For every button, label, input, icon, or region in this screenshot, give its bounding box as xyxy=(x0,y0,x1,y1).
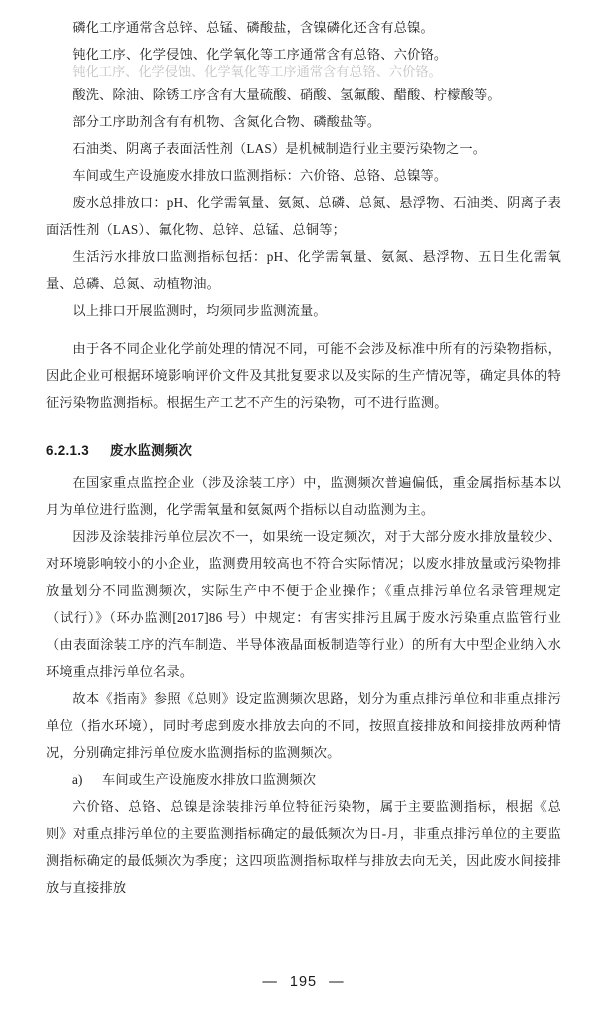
page-number: 195 xyxy=(289,974,318,990)
section-number: 6.2.1.3 xyxy=(46,443,90,458)
paragraph-flow-monitoring: 以上排口开展监测时，均须同步监测流量。 xyxy=(72,303,327,318)
paragraph-phosphating: 磷化工序通常含总锌、总锰、磷酸盐，含镍磷化还含有总镍。 xyxy=(72,20,434,35)
spacer xyxy=(46,324,561,335)
paragraph-total-outlet: 废水总排放口：pH、化学需氧量、氨氮、总磷、总氮、悬浮物、石油类、阴离子表面活性剂（LAS）、氟化物、总锌、总锰、总铜等； xyxy=(46,195,561,237)
paragraph-petroleum-las: 石油类、阴离子表面活性剂（LAS）是机械制造行业主要污染物之一。 xyxy=(72,141,487,156)
paragraph-national-key-enterprises: 在国家重点监控企业（涉及涂装工序）中，监测频次普遍偏低，重金属指标基本以月为单位进行监测，化学需氧量和氨氮两个指标以自动监测为主。 xyxy=(46,475,561,517)
footer-dash-right: — xyxy=(329,974,345,990)
footer-dash-left: — xyxy=(262,974,278,990)
list-item-text: 车间或生产设施废水排放口监测频次 xyxy=(102,772,317,787)
list-item-label: a) xyxy=(72,772,83,787)
paragraph-frequency-rationale: 因涉及涂装排污单位层次不一，如果统一设定频次，对于大部分废水排放量较少、对环境影响较小的小企业，监测费用较高也不符合实际情况；以废水排放量或污染物排放量划分不同监测频次，实际生产中不便于企业操作；《重点排污单位名录管理规定（试行）》（环办监测[2017]86 号）中规定：有害实排污且属于废水污染重点监管行业（由表面涂装工序的汽车制造、半导体液晶面板制造等行业）的所有大中型企业纳入水环境重点排污单位名录。 xyxy=(46,529,561,679)
section-title: 废水监测频次 xyxy=(110,443,193,458)
paragraph-passivation: 钝化工序、化学侵蚀、化学氧化等工序通常含有总铬、六价铬。 xyxy=(72,47,448,62)
page-footer xyxy=(0,974,607,990)
paragraph-domestic-sewage: 生活污水排放口监测指标包括：pH、化学需氧量、氨氮、悬浮物、五日生化需氧量、总磷、总氮、动植物油。 xyxy=(46,249,561,291)
paragraph-pretreatment-variation: 由于各不同企业化学前处理的情况不同，可能不会涉及标准中所有的污染物指标，因此企业可根据环境影响评价文件及其批复要求以及实际的生产情况等，确定具体的特征污染物监测指标。根据生产工艺不产生的污染物，可不进行监测。 xyxy=(46,341,561,410)
paragraph-workshop-outlet: 车间或生产设施废水排放口监测指标：六价铬、总铬、总镍等。 xyxy=(72,168,448,183)
paragraph-guideline-reference: 故本《指南》参照《总则》设定监测频次思路，划分为重点排污单位和非重点排污单位（指水环境），同时考虑到废水排放去向的不同，按照直接排放和间接排放两种情况，分别确定排污单位废水监测指标的监测频次。 xyxy=(46,691,561,760)
paragraph-chromium-nickel-frequency: 六价铬、总铬、总镍是涂装排污单位特征污染物，属于主要监测指标，根据《总则》对重点排污单位的主要监测指标确定的最低频次为日-月，非重点排污单位的主要监测指标确定的最低频次为季度；这四项监测指标取样与排放去向无关，因此废水间接排放与直接排放 xyxy=(46,799,561,895)
paragraph-pickling: 酸洗、除油、除锈工序含有大量硫酸、硝酸、氢氟酸、醋酸、柠檬酸等。 xyxy=(72,87,501,102)
section-heading xyxy=(46,440,561,459)
list-item xyxy=(72,766,561,793)
ghost-duplicate-line: 钝化工序、化学侵蚀、化学氧化等工序通常含有总铬、六价铬。 xyxy=(72,64,442,79)
paragraph-auxiliary-agents: 部分工序助剂含有有机物、含氮化合物、磷酸盐等。 xyxy=(72,114,381,129)
